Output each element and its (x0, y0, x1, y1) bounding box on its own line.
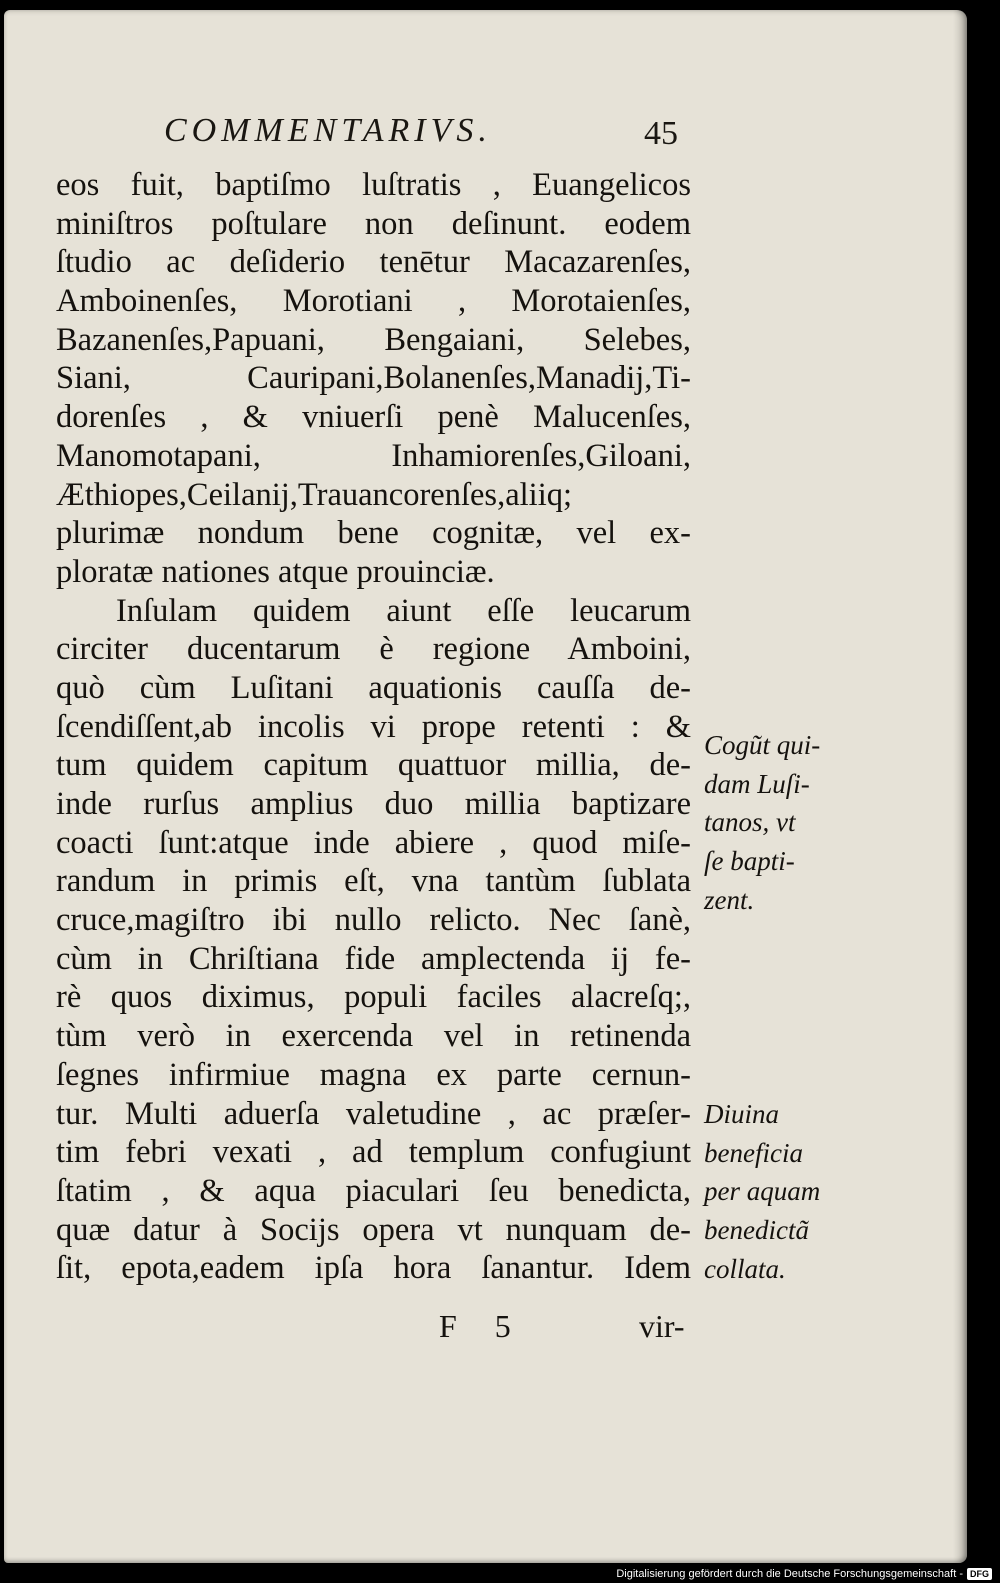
dfg-logo: DFG (967, 1568, 992, 1580)
text-line: cùm in Chriſtiana fide amplectenda ij fe- (56, 940, 691, 977)
signature-letter: F (439, 1308, 457, 1344)
digitization-credit (616, 1568, 992, 1580)
signature-number: 5 (494, 1308, 511, 1344)
text-line: Manomotapani, Inhamiorenſes,Giloani, (56, 437, 691, 474)
book-page (4, 10, 967, 1563)
text-line: ſegnes infirmiue magna ex parte cernun- (56, 1056, 691, 1093)
body-text (56, 166, 691, 1288)
text-line: plurimæ nondum bene cognitæ, vel ex- (56, 515, 691, 552)
margin-note-line: benedictã (704, 1215, 809, 1246)
margin-note-line: Cogũt qui- (704, 730, 821, 760)
text-line: Bazanenſes,Papuani, Bengaiani, Selebes, (56, 321, 691, 358)
text-line: ſtatim , & aqua piaculari ſeu benedicta, (56, 1172, 691, 1209)
text-line: rè quos diximus, populi faciles alacreſq;, (56, 979, 691, 1016)
text-line: quò cùm Luſitani aquationis cauſſa de- (56, 669, 691, 706)
text-line: ploratæ nationes atque prouinciæ. (56, 553, 495, 590)
text-line: ſcendiſſent,ab incolis vi prope retenti : & (56, 708, 691, 745)
text-line: quæ datur à Socijs opera vt nunquam de- (56, 1211, 691, 1248)
text-line: randum in primis eſt, vna tantùm ſublata (56, 863, 691, 900)
margin-note-line: Diuina (704, 1099, 780, 1129)
text-line: Æthiopes,Ceilanij,Trauancorenſes,aliiq; (56, 476, 573, 513)
running-head: COMMENTARIVS. (164, 112, 492, 149)
text-line: Amboinenſes, Morotiani , Morotaienſes, (56, 283, 691, 320)
text-line: Siani, Cauripani,Bolanenſes,Manadij,Ti- (56, 360, 691, 397)
margin-note-line: dam Luſi- (704, 768, 810, 799)
margin-note-line: zent. (704, 884, 755, 915)
margin-note-line: per aquam (704, 1176, 821, 1207)
text-line: tim febri vexati , ad templum confugiunt (56, 1134, 691, 1171)
text-line: ſtudio ac deſiderio tenētur Macazarenſes, (56, 244, 691, 281)
credit-text: Digitalisierung gefördert durch die Deutsche Forschungsgemeinschaft - (616, 1568, 963, 1580)
margin-note (704, 726, 854, 919)
margin-note-line: tanos, vt (704, 807, 796, 838)
text-line: tum quidem capitum quattuor millia, de- (56, 747, 691, 784)
margin-note-line: ſe bapti- (704, 846, 795, 877)
text-line: coacti ſunt:atque inde abiere , quod miſe- (56, 824, 691, 861)
margin-note-line: collata. (704, 1253, 786, 1284)
text-line: inde rurſus amplius duo millia baptizare (56, 786, 691, 822)
text-line: tur. Multi aduerſa valetudine , ac præſer- (56, 1095, 691, 1132)
signature-mark (439, 1308, 511, 1345)
text-line: tùm verò in exercenda vel in retinenda (56, 1018, 691, 1055)
text-line: cruce,magiſtro ibi nullo relicto. Nec ſanè, (56, 902, 691, 939)
text-line: miniſtros poſtulare non deſinunt. eodem (56, 205, 691, 242)
text-line: circiter ducentarum è regione Amboini, (56, 631, 691, 668)
paragraph-first-line: Inſulam quidem aiunt eſſe leucarum (116, 592, 691, 629)
text-line: dorenſes , & vniuerſi penè Malucenſes, (56, 399, 691, 436)
margin-note (704, 1095, 854, 1288)
margin-note-line: beneficia (704, 1137, 803, 1168)
page-number: 45 (644, 115, 678, 152)
text-line: eos fuit, baptiſmo luſtratis , Euangelicos (56, 167, 691, 203)
text-line: ſit, epota,eadem ipſa hora ſanantur. Idem (56, 1250, 691, 1287)
catchword: vir- (639, 1308, 685, 1344)
